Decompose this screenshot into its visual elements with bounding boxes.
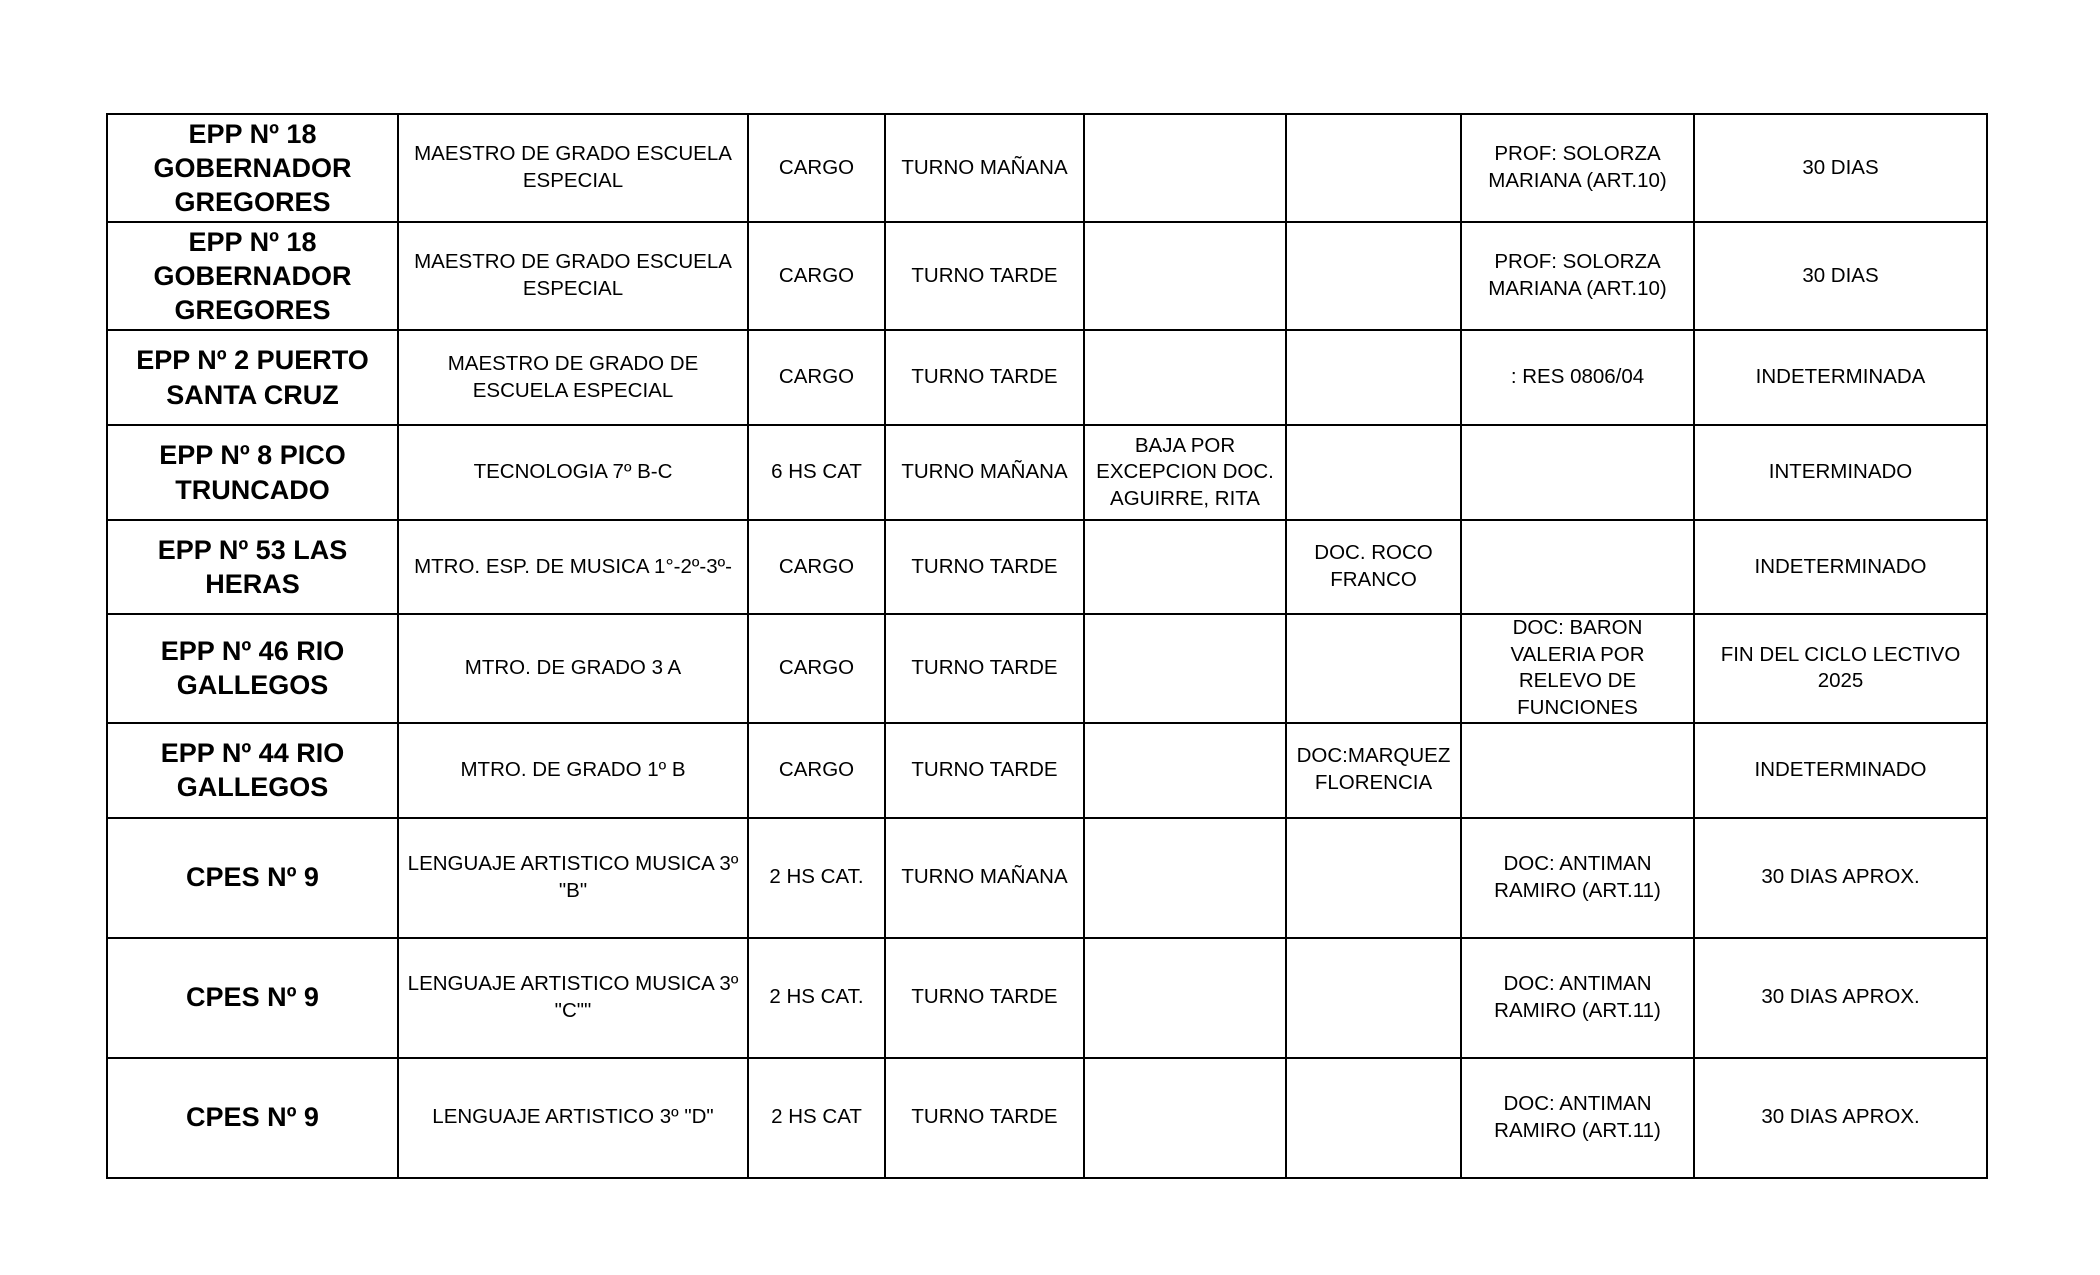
subject-cell: LENGUAJE ARTISTICO MUSICA 3º "B" bbox=[398, 818, 748, 938]
shift-cell: TURNO TARDE bbox=[885, 938, 1084, 1058]
type-cell: CARGO bbox=[748, 520, 885, 614]
table-row bbox=[107, 222, 1987, 330]
reason-cell bbox=[1084, 818, 1286, 938]
duration-cell: 30 DIAS APROX. bbox=[1694, 938, 1987, 1058]
reason-cell bbox=[1084, 222, 1286, 330]
duration-cell: INDETERMINADO bbox=[1694, 723, 1987, 818]
table-row bbox=[107, 818, 1987, 938]
school-cell: CPES Nº 9 bbox=[107, 818, 398, 938]
replacement-cell: : RES 0806/04 bbox=[1461, 330, 1694, 425]
table-row bbox=[107, 330, 1987, 425]
reason-cell bbox=[1084, 520, 1286, 614]
reason-cell bbox=[1084, 1058, 1286, 1178]
subject-cell: MTRO. DE GRADO 3 A bbox=[398, 614, 748, 723]
replacement-cell: PROF: SOLORZA MARIANA (ART.10) bbox=[1461, 114, 1694, 222]
replacement-cell: DOC: BARON VALERIA POR RELEVO DE FUNCIONES bbox=[1461, 614, 1694, 723]
duration-cell: 30 DIAS bbox=[1694, 222, 1987, 330]
type-cell: 6 HS CAT bbox=[748, 425, 885, 520]
table-row bbox=[107, 723, 1987, 818]
reason-cell bbox=[1084, 114, 1286, 222]
type-cell: CARGO bbox=[748, 114, 885, 222]
school-cell: EPP Nº 53 LAS HERAS bbox=[107, 520, 398, 614]
school-cell: EPP Nº 8 PICO TRUNCADO bbox=[107, 425, 398, 520]
subject-cell: TECNOLOGIA 7º B-C bbox=[398, 425, 748, 520]
table-row bbox=[107, 614, 1987, 723]
table-body bbox=[107, 114, 1987, 1178]
holder-cell bbox=[1286, 425, 1461, 520]
replacement-cell: DOC: ANTIMAN RAMIRO (ART.11) bbox=[1461, 818, 1694, 938]
subject-cell: MTRO. ESP. DE MUSICA 1°-2º-3º- bbox=[398, 520, 748, 614]
shift-cell: TURNO TARDE bbox=[885, 222, 1084, 330]
type-cell: CARGO bbox=[748, 614, 885, 723]
shift-cell: TURNO TARDE bbox=[885, 614, 1084, 723]
replacement-cell bbox=[1461, 723, 1694, 818]
subject-cell: MAESTRO DE GRADO ESCUELA ESPECIAL bbox=[398, 222, 748, 330]
replacement-cell: DOC: ANTIMAN RAMIRO (ART.11) bbox=[1461, 938, 1694, 1058]
subject-cell: MAESTRO DE GRADO ESCUELA ESPECIAL bbox=[398, 114, 748, 222]
shift-cell: TURNO TARDE bbox=[885, 330, 1084, 425]
type-cell: 2 HS CAT bbox=[748, 1058, 885, 1178]
reason-cell bbox=[1084, 614, 1286, 723]
duration-cell: 30 DIAS APROX. bbox=[1694, 818, 1987, 938]
holder-cell bbox=[1286, 614, 1461, 723]
replacement-cell: DOC: ANTIMAN RAMIRO (ART.11) bbox=[1461, 1058, 1694, 1178]
holder-cell: DOC. ROCO FRANCO bbox=[1286, 520, 1461, 614]
table-row bbox=[107, 520, 1987, 614]
shift-cell: TURNO TARDE bbox=[885, 1058, 1084, 1178]
type-cell: CARGO bbox=[748, 330, 885, 425]
reason-cell bbox=[1084, 723, 1286, 818]
shift-cell: TURNO TARDE bbox=[885, 723, 1084, 818]
subject-cell: MAESTRO DE GRADO DE ESCUELA ESPECIAL bbox=[398, 330, 748, 425]
vacancy-table bbox=[106, 113, 1988, 1179]
replacement-cell bbox=[1461, 425, 1694, 520]
type-cell: 2 HS CAT. bbox=[748, 818, 885, 938]
table-row bbox=[107, 114, 1987, 222]
reason-cell bbox=[1084, 938, 1286, 1058]
table-row bbox=[107, 938, 1987, 1058]
school-cell: CPES Nº 9 bbox=[107, 938, 398, 1058]
document-sheet bbox=[106, 113, 1988, 1179]
holder-cell bbox=[1286, 330, 1461, 425]
duration-cell: 30 DIAS APROX. bbox=[1694, 1058, 1987, 1178]
holder-cell bbox=[1286, 114, 1461, 222]
shift-cell: TURNO MAÑANA bbox=[885, 114, 1084, 222]
type-cell: CARGO bbox=[748, 723, 885, 818]
school-cell: EPP Nº 2 PUERTO SANTA CRUZ bbox=[107, 330, 398, 425]
holder-cell bbox=[1286, 222, 1461, 330]
school-cell: EPP Nº 44 RIO GALLEGOS bbox=[107, 723, 398, 818]
shift-cell: TURNO MAÑANA bbox=[885, 425, 1084, 520]
shift-cell: TURNO MAÑANA bbox=[885, 818, 1084, 938]
duration-cell: INDETERMINADA bbox=[1694, 330, 1987, 425]
duration-cell: INDETERMINADO bbox=[1694, 520, 1987, 614]
shift-cell: TURNO TARDE bbox=[885, 520, 1084, 614]
type-cell: CARGO bbox=[748, 222, 885, 330]
replacement-cell bbox=[1461, 520, 1694, 614]
type-cell: 2 HS CAT. bbox=[748, 938, 885, 1058]
holder-cell bbox=[1286, 818, 1461, 938]
reason-cell: BAJA POR EXCEPCION DOC. AGUIRRE, RITA bbox=[1084, 425, 1286, 520]
replacement-cell: PROF: SOLORZA MARIANA (ART.10) bbox=[1461, 222, 1694, 330]
holder-cell: DOC:MARQUEZ FLORENCIA bbox=[1286, 723, 1461, 818]
reason-cell bbox=[1084, 330, 1286, 425]
duration-cell: INTERMINADO bbox=[1694, 425, 1987, 520]
duration-cell: 30 DIAS bbox=[1694, 114, 1987, 222]
school-cell: CPES Nº 9 bbox=[107, 1058, 398, 1178]
holder-cell bbox=[1286, 1058, 1461, 1178]
duration-cell: FIN DEL CICLO LECTIVO 2025 bbox=[1694, 614, 1987, 723]
subject-cell: LENGUAJE ARTISTICO MUSICA 3º "C"" bbox=[398, 938, 748, 1058]
subject-cell: LENGUAJE ARTISTICO 3º "D" bbox=[398, 1058, 748, 1178]
school-cell: EPP Nº 18 GOBERNADOR GREGORES bbox=[107, 222, 398, 330]
subject-cell: MTRO. DE GRADO 1º B bbox=[398, 723, 748, 818]
school-cell: EPP Nº 18 GOBERNADOR GREGORES bbox=[107, 114, 398, 222]
table-row bbox=[107, 425, 1987, 520]
table-row bbox=[107, 1058, 1987, 1178]
school-cell: EPP Nº 46 RIO GALLEGOS bbox=[107, 614, 398, 723]
holder-cell bbox=[1286, 938, 1461, 1058]
